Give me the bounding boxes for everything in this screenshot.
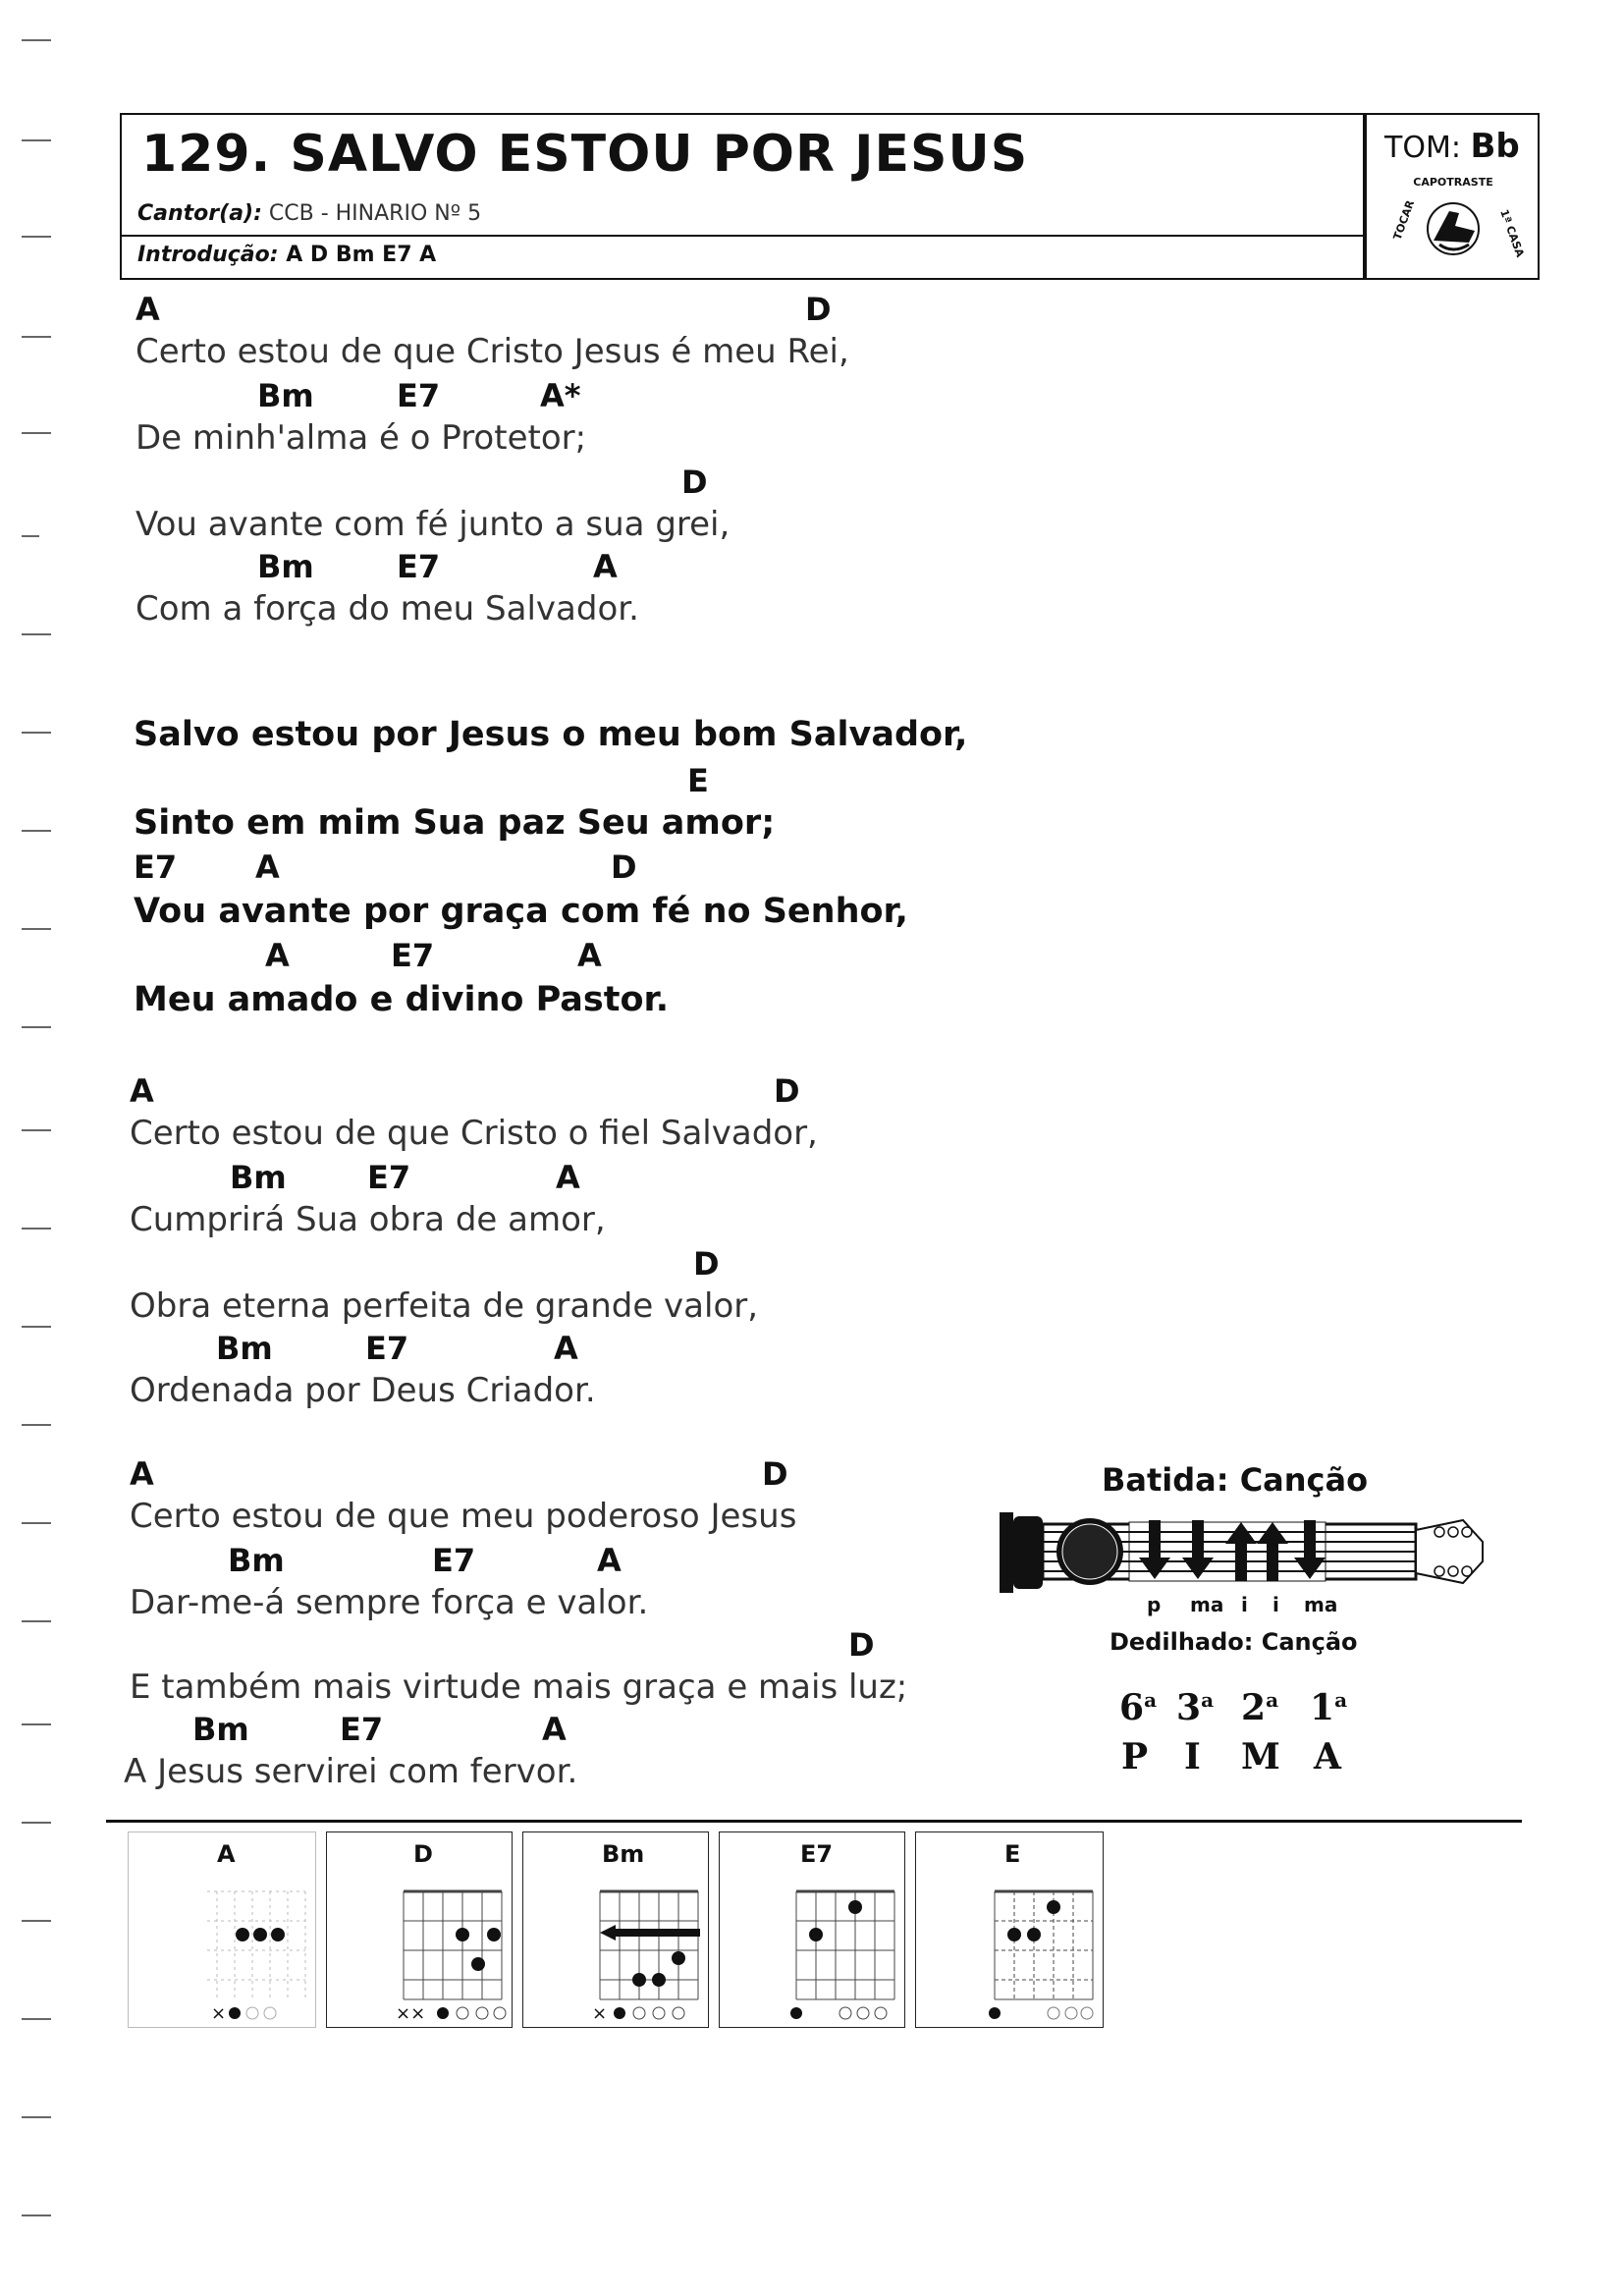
chorus-line: Meu amado e divino Pastor. [134,980,670,1019]
chord: A [265,937,290,974]
chord: E [687,762,709,799]
chord: Bm [257,377,314,414]
chord-diagram-name: E7 [800,1840,834,1868]
fretboard-a-icon [129,1832,317,2029]
singer-label: Cantor(a): [137,201,262,226]
chorus-line: Vou avante por graça com fé no Senhor, [134,892,908,931]
svg-text:×: × [592,2003,608,2024]
chord: A [255,848,280,886]
chord-diagram-name: A [217,1840,236,1868]
ordinal-mark: a [1334,1688,1348,1712]
svg-text:TOCAR: TOCAR [1390,198,1418,243]
svg-text:CAPOTRASTE: CAPOTRASTE [1413,176,1493,189]
chord: Bm [230,1159,287,1196]
chord: D [762,1455,788,1493]
chord-diagram-e [915,1831,1104,2028]
singer-line [137,201,481,226]
song-header [120,113,1365,280]
chord: A* [540,377,581,414]
picking-title: Dedilhado: Canção [1110,1628,1358,1656]
tom-line [1384,127,1520,166]
finger-letter: A [1314,1736,1341,1777]
chord: D [681,464,708,501]
fretboard-e7-icon [720,1832,906,2029]
chord: A [130,1072,154,1110]
chord: E7 [391,937,435,974]
chord: A [593,548,618,585]
finger-letter: M [1241,1736,1280,1777]
ordinal-mark: a [1266,1688,1279,1712]
tom-box [1365,113,1540,280]
intro-line [137,243,436,267]
svg-text:××: ×× [396,2003,426,2024]
intro-label: Introdução: [137,243,279,267]
chord: D [611,848,637,886]
svg-text:×: × [211,2003,227,2024]
lyric-line: De minh'alma é o Protetor; [135,418,587,458]
ordinal-mark: a [1201,1688,1215,1712]
strum-label: i [1241,1593,1248,1616]
intro-chords: A D Bm E7 A [286,243,437,267]
chord: Bm [228,1542,285,1579]
chord: D [848,1626,875,1664]
chord-diagram-name: Bm [602,1840,645,1868]
chord: A [577,937,602,974]
lyric-line: Certo estou de que meu poderoso Jesus [130,1497,797,1536]
string-number: 2 [1241,1687,1267,1728]
chord-diagram-a [128,1831,316,2028]
chord: E7 [367,1159,411,1196]
chord: A [597,1542,622,1579]
lyric-line: Vou avante com fé junto a sua grei, [135,505,731,544]
lyric-line: Dar-me-á sempre força e valor. [130,1583,649,1622]
string-number: 1 [1310,1687,1335,1728]
chord: E7 [134,848,178,886]
lyric-line: Certo estou de que Cristo Jesus é meu Rei, [135,332,849,371]
chord: A [542,1711,567,1748]
lyric-line: A Jesus servirei com fervor. [124,1752,578,1791]
fretboard-d-icon [327,1832,514,2029]
bottom-divider [106,1820,1522,1823]
chord-diagram-d [326,1831,513,2028]
chord: A [135,291,160,328]
song-title: 129. SALVO ESTOU POR JESUS [141,125,1029,184]
chord-diagram-name: E [1004,1840,1021,1868]
chord-diagram-name: D [413,1840,433,1868]
chord: E7 [432,1542,476,1579]
svg-text:1ª CASA: 1ª CASA [1497,207,1527,259]
fretboard-e-icon [916,1832,1105,2029]
chord: D [805,291,832,328]
rhythm-title: Batida: Canção [1102,1461,1369,1499]
tom-key: Bb [1470,127,1520,166]
chorus-line: Sinto em mim Sua paz Seu amor; [134,803,776,843]
string-number: 3 [1176,1687,1202,1728]
chord: A [130,1455,154,1493]
singer-value: CCB - HINARIO Nº 5 [268,201,482,226]
chord-diagram-bm [522,1831,709,2028]
chord: E7 [397,377,441,414]
chord-diagram-e7 [719,1831,905,2028]
ordinal-mark: a [1144,1688,1158,1712]
lyric-line: Obra eterna perfeita de grande valor, [130,1286,759,1326]
strum-label: ma [1304,1593,1338,1616]
fretboard-bm-icon [523,1832,710,2029]
chorus-line: Salvo estou por Jesus o meu bom Salvador, [134,715,968,754]
chord: A [556,1159,580,1196]
strum-label: ma [1190,1593,1224,1616]
lyric-line: Ordenada por Deus Criador. [130,1371,596,1410]
lyric-line: Com a força do meu Salvador. [135,589,639,629]
chord: Bm [216,1330,273,1367]
lyric-line: E também mais virtude mais graça e mais luz; [130,1667,908,1707]
header-divider [122,235,1363,237]
chord: D [693,1245,720,1283]
lyric-line: Cumprirá Sua obra de amor, [130,1200,606,1239]
lyric-line: Certo estou de que Cristo o fiel Salvador, [130,1114,818,1153]
chord: A [554,1330,578,1367]
strum-label: p [1147,1593,1162,1616]
chord: Bm [192,1711,249,1748]
chord: E7 [397,548,441,585]
string-number: 6 [1119,1687,1145,1728]
finger-letter: I [1184,1736,1201,1777]
capo-logo-icon [1390,172,1527,274]
chord: D [774,1072,800,1110]
strum-label: i [1272,1593,1279,1616]
chord: E7 [365,1330,409,1367]
chord: E7 [340,1711,384,1748]
tom-label: TOM: [1384,131,1461,165]
chord: Bm [257,548,314,585]
finger-letter: P [1121,1736,1149,1777]
